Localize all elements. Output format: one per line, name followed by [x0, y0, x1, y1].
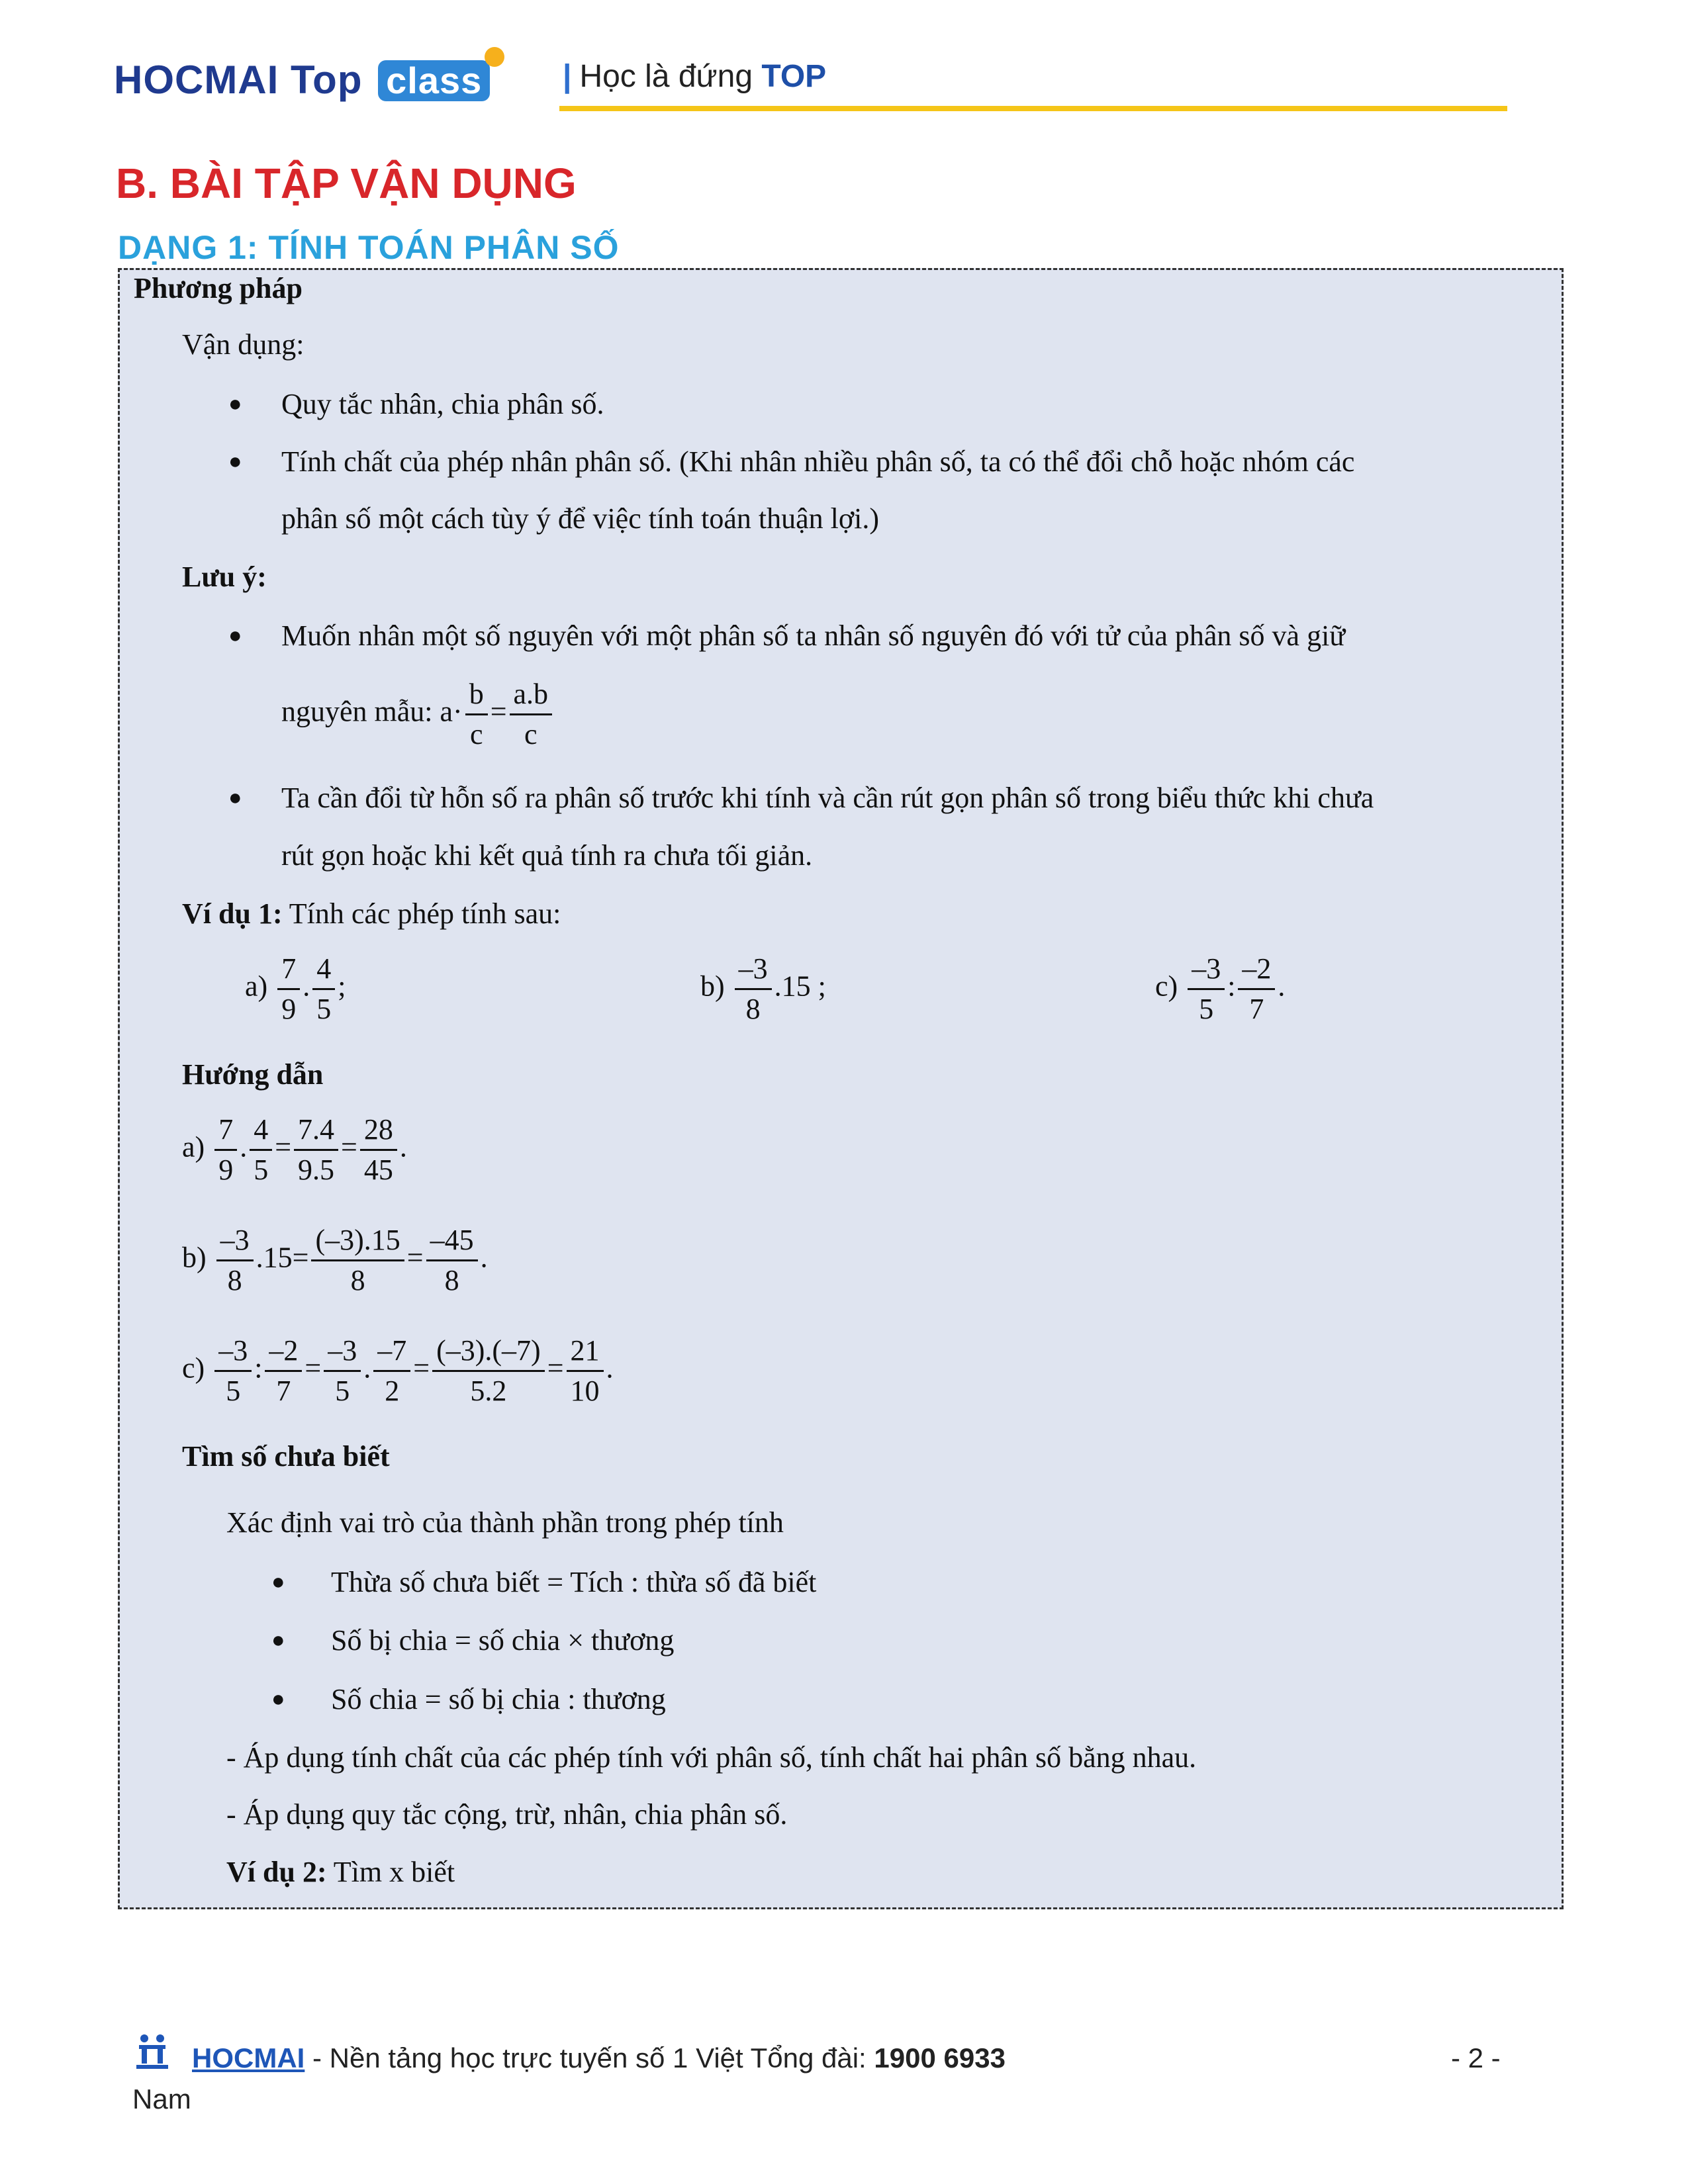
solution-c: c) $\frac{-3}{5}$ : $\frac{-2}{7}$ = $\frac{-3}{5}$ . $\frac{-7}{2}$ = $\frac{(-3).(-7)}{5.2}$ = $\frac{21}{10}$ . — [182, 1332, 614, 1410]
brand-top: Top — [290, 58, 363, 102]
header-divider — [559, 106, 1507, 111]
fraction: $\frac{(-3).(-7)}{5.2}$ — [432, 1332, 545, 1410]
note2-line2: rút gọn hoặc khi kết quả tính ra chưa tối giản. — [281, 839, 813, 872]
bullet-icon: ● — [228, 623, 242, 648]
brand-class-label: class — [386, 60, 483, 101]
example1-c: c) $\frac{-3}{5}$ : $\frac{-2}{7}$ . — [1155, 950, 1285, 1028]
tagline — [563, 58, 826, 95]
star-icon — [485, 47, 504, 67]
footer-nam: Nam — [132, 2083, 191, 2115]
fraction: $\frac{b}{c}$ — [465, 675, 488, 754]
method-bullet-2: Tính chất của phép nhân phân số. (Khi nhân nhiều phân số, ta có thể đổi chỗ hoặc nhóm các — [281, 445, 1355, 478]
tagline-prefix: Học là đứng — [579, 59, 753, 94]
fraction: $\frac{-3}{8}$ — [735, 950, 772, 1028]
example1-label: Ví dụ 1: — [182, 897, 283, 930]
dang-title — [118, 228, 619, 267]
method-bullet-1: Quy tắc nhân, chia phân số. — [281, 388, 604, 420]
solution-a: a) $\frac{7}{9}$ . $\frac{4}{5}$ = $\frac{7.4}{9.5}$ = $\frac{28}{45}$ . — [182, 1111, 407, 1189]
bullet-icon: ● — [228, 786, 242, 810]
bullet-icon: ● — [271, 1570, 285, 1594]
bullet-icon: ● — [228, 449, 242, 474]
note-heading: Lưu ý: — [182, 561, 267, 593]
fraction: $\frac{7}{9}$ — [214, 1111, 237, 1189]
bullet-icon: ● — [271, 1628, 285, 1653]
fraction: $\frac{28}{45}$ — [360, 1111, 397, 1189]
dang-prefix: DẠNG 1: — [118, 229, 269, 266]
footer-brand[interactable]: HOCMAI — [192, 2042, 305, 2073]
fraction: $\frac{-3}{5}$ — [214, 1332, 252, 1410]
method-bullet-2-cont: phân số một cách tùy ý để việc tính toán thuận lợi.) — [281, 502, 880, 535]
unknown-rule-2: Số bị chia = số chia × thương — [331, 1624, 675, 1657]
fraction: $\frac{4}{5}$ — [250, 1111, 272, 1189]
guide-heading: Hướng dẫn — [182, 1058, 324, 1091]
unknown-apply-1: - Áp dụng tính chất của các phép tính với phân số, tính chất hai phân số bằng nhau. — [226, 1741, 1197, 1774]
fraction: $\frac{(-3).15}{8}$ — [311, 1221, 404, 1300]
fraction: $\frac{-2}{7}$ — [265, 1332, 302, 1410]
fraction: $\frac{21}{10}$ — [567, 1332, 604, 1410]
example2-label: Ví dụ 2: — [226, 1856, 327, 1888]
fraction: $\frac{-45}{8}$ — [426, 1221, 478, 1300]
fraction: $\frac{-3}{5}$ — [324, 1332, 361, 1410]
method-apply: Vận dụng: — [182, 328, 305, 361]
brand-main: HOCMAI — [114, 58, 279, 102]
brand-logo — [114, 57, 490, 103]
tagline-strong: TOP — [761, 59, 827, 94]
bullet-icon: ● — [271, 1687, 285, 1711]
fraction: $\frac{7.4}{9.5}$ — [294, 1111, 338, 1189]
example2 — [226, 1855, 455, 1889]
hocmai-logo-icon — [132, 2032, 172, 2071]
method-heading: Phương pháp — [134, 272, 303, 304]
tagline-bar-icon: | — [563, 59, 572, 94]
fraction: $\frac{4}{5}$ — [312, 950, 335, 1028]
example1-a: a) $\frac{7}{9}$ . $\frac{4}{5}$ ; — [245, 950, 346, 1028]
section-title: B. BÀI TẬP VẬN DỤNG — [116, 159, 577, 207]
note1-line2: nguyên mẫu: — [281, 695, 433, 728]
brand-class — [378, 60, 490, 101]
unknown-rule-3: Số chia = số bị chia : thương — [331, 1683, 666, 1715]
bullet-icon: ● — [228, 392, 242, 416]
fraction: $\frac{a.b}{c}$ — [510, 675, 553, 754]
example1-b: b) $\frac{-3}{8}$ .15 ; — [700, 950, 826, 1028]
footer-phone: 1900 6933 — [874, 2042, 1006, 2073]
unknown-intro: Xác định vai trò của thành phần trong phép tính — [226, 1506, 784, 1539]
note2-line1: Ta cần đổi từ hỗn số ra phân số trước khi tính và cần rút gọn phân số trong biểu thức khi chưa — [281, 782, 1374, 814]
unknown-apply-2: - Áp dụng quy tắc cộng, trừ, nhân, chia phân số. — [226, 1798, 788, 1831]
example1-text: Tính các phép tính sau: — [282, 897, 561, 930]
footer-text — [192, 2042, 1006, 2074]
dang-heading: TÍNH TOÁN PHÂN SỐ — [268, 229, 620, 266]
note1-formula: nguyên mẫu: a· $\frac{b}{c}$ = $\frac{a.b}{c}$ — [281, 675, 555, 754]
fraction: $\frac{-3}{8}$ — [216, 1221, 254, 1300]
fraction: $\frac{7}{9}$ — [277, 950, 300, 1028]
page-number: - 2 - — [1451, 2042, 1501, 2073]
fraction: $\frac{-7}{2}$ — [373, 1332, 410, 1410]
unknown-heading: Tìm số chưa biết — [182, 1440, 390, 1473]
solution-b: b) $\frac{-3}{8}$ .15= $\frac{(-3).15}{8}$ = $\frac{-45}{8}$ . — [182, 1221, 488, 1300]
footer-desc: - Nền tảng học trực tuyến số 1 Việt Tổng đài: — [305, 2042, 874, 2073]
example1 — [182, 897, 561, 931]
fraction: $\frac{-3}{5}$ — [1188, 950, 1225, 1028]
note1-line1: Muốn nhân một số nguyên với một phân số ta nhân số nguyên đó với tử của phân số và giữ — [281, 619, 1346, 652]
fraction: $\frac{-2}{7}$ — [1238, 950, 1275, 1028]
unknown-rule-1: Thừa số chưa biết = Tích : thừa số đã biết — [331, 1566, 817, 1598]
example2-text: Tìm x biết — [326, 1856, 455, 1888]
